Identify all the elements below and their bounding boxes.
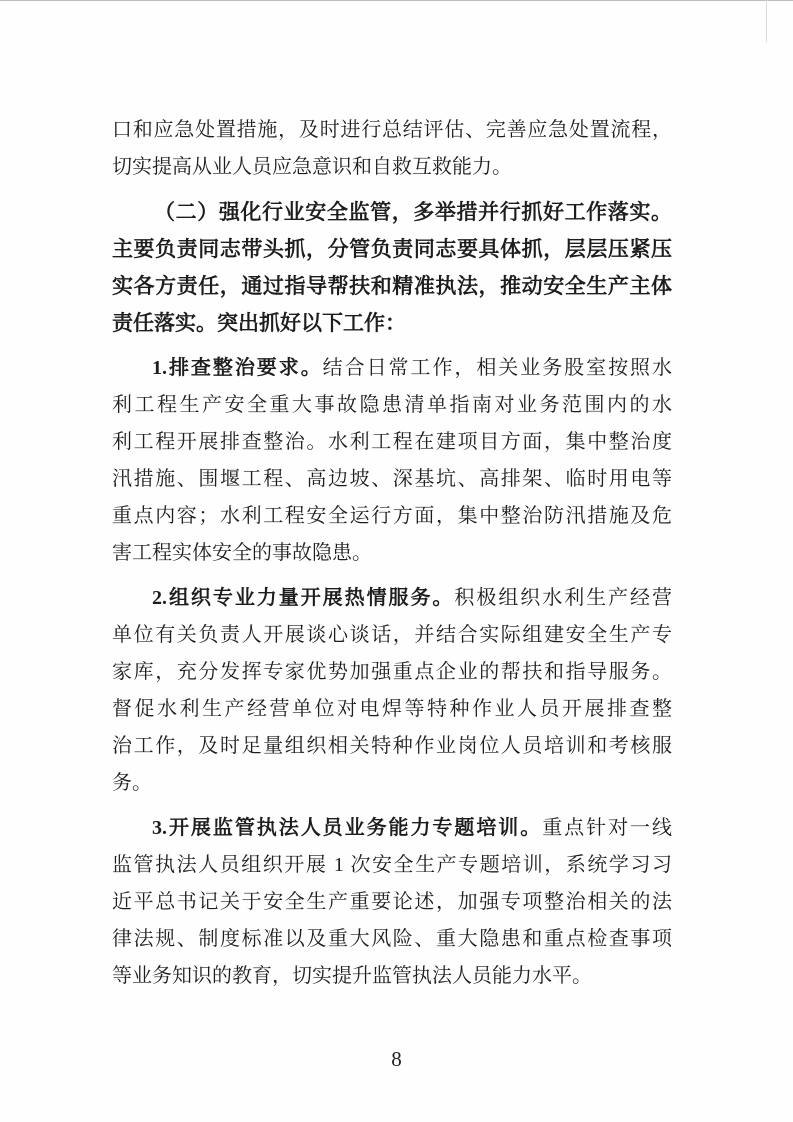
text-line: 主要负责同志带头抓，分管负责同志要具体抓，层层压紧压 xyxy=(112,237,672,261)
page-number: 8 xyxy=(391,1047,402,1071)
item-text: 结合日常工作，相关业务股室按照水 xyxy=(322,357,672,379)
scan-edge-top-artifact xyxy=(0,0,793,1)
paragraph-item-3 xyxy=(112,810,672,995)
text-line: 切实提高从业人员应急意识和自救互救能力。 xyxy=(112,156,512,178)
text-line: 责任落实。突出抓好以下工作： xyxy=(112,311,406,335)
paragraph-item-1 xyxy=(112,350,672,572)
text-line: 利工程开展排查整治。水利工程在建项目方面，集中整治度 xyxy=(112,431,672,453)
text-line: 实各方责任，通过指导帮扶和精准执法，推动安全生产主体 xyxy=(112,274,672,298)
text-line: 口和应急处置措施，及时进行总结评估、完善应急处置流程， xyxy=(112,119,672,141)
paragraph-section-heading-2 xyxy=(112,194,672,342)
item-1-lead-in: 1.排查整治要求。 xyxy=(152,357,323,379)
text-line: 家库，充分发挥专家优势加强重点企业的帮扶和指导服务。 xyxy=(112,661,672,683)
text-line: 务。 xyxy=(112,772,152,794)
section-heading-line: （二）强化行业安全监管，多举措并行抓好工作落实。 xyxy=(154,200,672,224)
text-line: 督促水利生产经营单位对电焊等特种作业人员开展排查整 xyxy=(112,698,672,720)
item-first-line xyxy=(112,810,672,847)
text-line: 害工程实体安全的事故隐患。 xyxy=(112,542,372,564)
scan-edge-right-artifact xyxy=(766,0,767,42)
text-line: 汛措施、围堰工程、高边坡、深基坑、高排架、临时用电等 xyxy=(112,468,672,490)
paragraph-continuation xyxy=(112,112,672,186)
text-line: 等业务知识的教育，切实提升监管执法人员能力水平。 xyxy=(112,965,592,987)
text-line: 监管执法人员组织开展 1 次安全生产专题培训，系统学习习 xyxy=(112,854,672,876)
item-2-lead-in: 2.组织专业力量开展热情服务。 xyxy=(152,587,455,609)
item-first-line xyxy=(112,350,672,387)
text-line: 律法规、制度标准以及重大风险、重大隐患和重点检查事项 xyxy=(112,928,672,950)
text-line: 近平总书记关于安全生产重要论述，加强专项整治相关的法 xyxy=(112,891,672,913)
item-text: 积极组织水利生产经营 xyxy=(454,587,672,609)
document-body xyxy=(112,112,672,995)
text-line: 重点内容；水利工程安全运行方面，集中整治防汛措施及危 xyxy=(112,505,672,527)
item-3-lead-in: 3.开展监管执法人员业务能力专题培训。 xyxy=(152,817,543,839)
text-line: 利工程生产安全重大事故隐患清单指南对业务范围内的水 xyxy=(112,394,672,416)
text-line: 单位有关负责人开展谈心谈话，并结合实际组建安全生产专 xyxy=(112,624,672,646)
item-text: 重点针对一线 xyxy=(542,817,672,839)
text-line: 治工作，及时足量组织相关特种作业岗位人员培训和考核服 xyxy=(112,735,672,757)
paragraph-item-2 xyxy=(112,580,672,802)
item-first-line xyxy=(112,580,672,617)
